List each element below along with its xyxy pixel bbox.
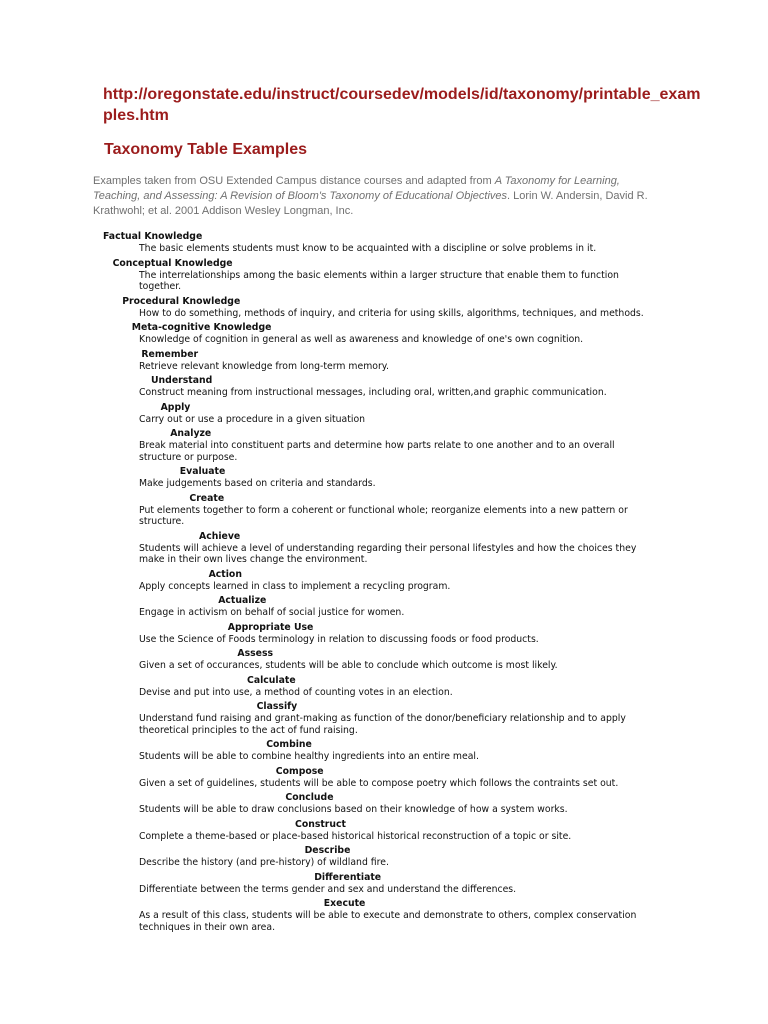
taxonomy-entry	[0, 818, 768, 845]
taxonomy-entry	[0, 374, 768, 401]
intro-text-before: Examples taken from OSU Extended Campus distance courses and adapted from	[93, 175, 495, 187]
entry-definition: Break material into constituent parts and determine how parts relate to one another and to an overall structure or purpose.	[139, 440, 615, 463]
entry-term: Appropriate Use	[227, 621, 314, 633]
entry-definition: Students will be able to draw conclusions based on their knowledge of how a system works.	[139, 804, 568, 815]
entry-term: Construct	[295, 818, 346, 830]
intro-paragraph	[93, 174, 668, 219]
entry-definition: Knowledge of cognition in general as well as awareness and knowledge of one's own cognition.	[139, 334, 584, 345]
entry-definition: Differentiate between the terms gender and sex and understand the differences.	[139, 883, 517, 895]
taxonomy-entry	[0, 230, 768, 257]
taxonomy-entry	[0, 765, 768, 792]
entry-definition: Describe the history (and pre-history) of wildland fire.	[139, 857, 389, 868]
entry-term: Procedural Knowledge	[122, 295, 241, 307]
entry-term: Meta-cognitive Knowledge	[131, 322, 272, 333]
entry-term: Combine	[266, 739, 312, 750]
entry-term: Differentiate	[314, 871, 382, 883]
entry-definition: Given a set of occurances, students will be able to conclude which outcome is most likely.	[139, 660, 558, 671]
taxonomy-entry	[0, 594, 768, 621]
entry-term: Conceptual Knowledge	[112, 257, 233, 269]
entry-definition: The basic elements students must know to be acquainted with a discipline or solve problems in it.	[139, 243, 597, 254]
entry-term: Calculate	[247, 674, 296, 686]
entry-definition: Students will achieve a level of understanding regarding their personal lifestyles and how the choices they make in their own lives change the environment.	[139, 542, 637, 565]
entry-definition: Given a set of guidelines, students will be able to compose poetry which follows the contraints set out.	[139, 777, 619, 789]
taxonomy-entry	[0, 321, 768, 348]
intro-source-title: A Taxonomy for Learning, Teaching, and Assessing: A Revision of Bloom's Taxonomy of Educational Objectives	[93, 175, 620, 202]
entry-definition: Students will be able to combine healthy ingredients into an entire meal.	[139, 751, 479, 762]
entry-definition: Engage in activism on behalf of social justice for women.	[139, 607, 405, 618]
taxonomy-entry	[0, 738, 768, 765]
entry-term: Assess	[237, 648, 274, 659]
taxonomy-entry	[0, 791, 768, 818]
entry-term: Achieve	[199, 530, 241, 542]
entry-term: Actualize	[218, 595, 267, 606]
entry-term: Analyze	[170, 428, 212, 439]
entry-definition: Devise and put into use, a method of counting votes in an election.	[139, 686, 453, 698]
taxonomy-entry	[0, 621, 768, 648]
entry-definition: Apply concepts learned in class to implement a recycling program.	[139, 580, 451, 592]
entry-definition: The interrelationships among the basic elements within a larger structure that enable them to function together.	[139, 269, 619, 292]
taxonomy-entry	[0, 897, 768, 935]
taxonomy-entry	[0, 257, 768, 295]
entry-definition: Put elements together to form a coherent or functional whole; reorganize elements into a new pattern or structure.	[139, 504, 628, 527]
taxonomy-entry	[0, 295, 768, 322]
entry-term: Apply	[160, 401, 191, 413]
intro-text-after: . Lorin W. Andersin, David R. Krathwohl; et al. 2001 Addison Wesley Longman, Inc.	[93, 190, 648, 217]
taxonomy-entry	[0, 465, 768, 492]
entry-definition: How to do something, methods of inquiry, and criteria for using skills, algorithms, techniques, and methods.	[139, 307, 644, 319]
taxonomy-entry	[0, 568, 768, 595]
entry-term: Create	[189, 492, 225, 504]
entry-term: Classify	[256, 701, 298, 712]
entry-term: Evaluate	[179, 466, 226, 477]
taxonomy-entry-list	[0, 230, 768, 935]
taxonomy-entry	[0, 871, 768, 898]
entry-term: Compose	[275, 765, 324, 777]
entry-term: Factual Knowledge	[103, 231, 203, 242]
taxonomy-entry	[0, 348, 768, 375]
taxonomy-entry	[0, 700, 768, 738]
entry-definition: Complete a theme-based or place-based historical historical reconstruction of a topic or site.	[139, 830, 572, 842]
entry-term: Execute	[323, 898, 366, 909]
page-title: Taxonomy Table Examples	[104, 141, 308, 158]
entry-term: Understand	[151, 375, 213, 386]
source-url-link[interactable]: http://oregonstate.edu/instruct/coursedev/models/id/taxonomy/printable_examples.htm	[103, 86, 701, 124]
entry-term: Action	[208, 568, 242, 580]
taxonomy-entry	[0, 492, 768, 530]
taxonomy-entry	[0, 401, 768, 428]
entry-definition: Retrieve relevant knowledge from long-term memory.	[139, 360, 389, 372]
entry-definition: Carry out or use a procedure in a given situation	[139, 413, 366, 425]
entry-term: Remember	[141, 348, 199, 360]
entry-definition: Understand fund raising and grant-making as function of the donor/beneficiary relationship and to apply theoretical principles to the act of fund raising.	[139, 713, 626, 736]
taxonomy-entry	[0, 427, 768, 465]
entry-definition: Use the Science of Foods terminology in relation to discussing foods or food products.	[139, 633, 539, 645]
entry-definition: Construct meaning from instructional messages, including oral, written,and graphic communication.	[139, 387, 607, 398]
entry-definition: As a result of this class, students will be able to execute and demonstrate to others, complex conservation techniques in their own area.	[139, 910, 637, 933]
taxonomy-entry	[0, 844, 768, 871]
entry-definition: Make judgements based on criteria and standards.	[139, 478, 376, 489]
entry-term: Describe	[304, 845, 351, 856]
taxonomy-entry	[0, 530, 768, 568]
taxonomy-entry	[0, 674, 768, 701]
entry-term: Conclude	[285, 792, 334, 803]
taxonomy-entry	[0, 647, 768, 674]
